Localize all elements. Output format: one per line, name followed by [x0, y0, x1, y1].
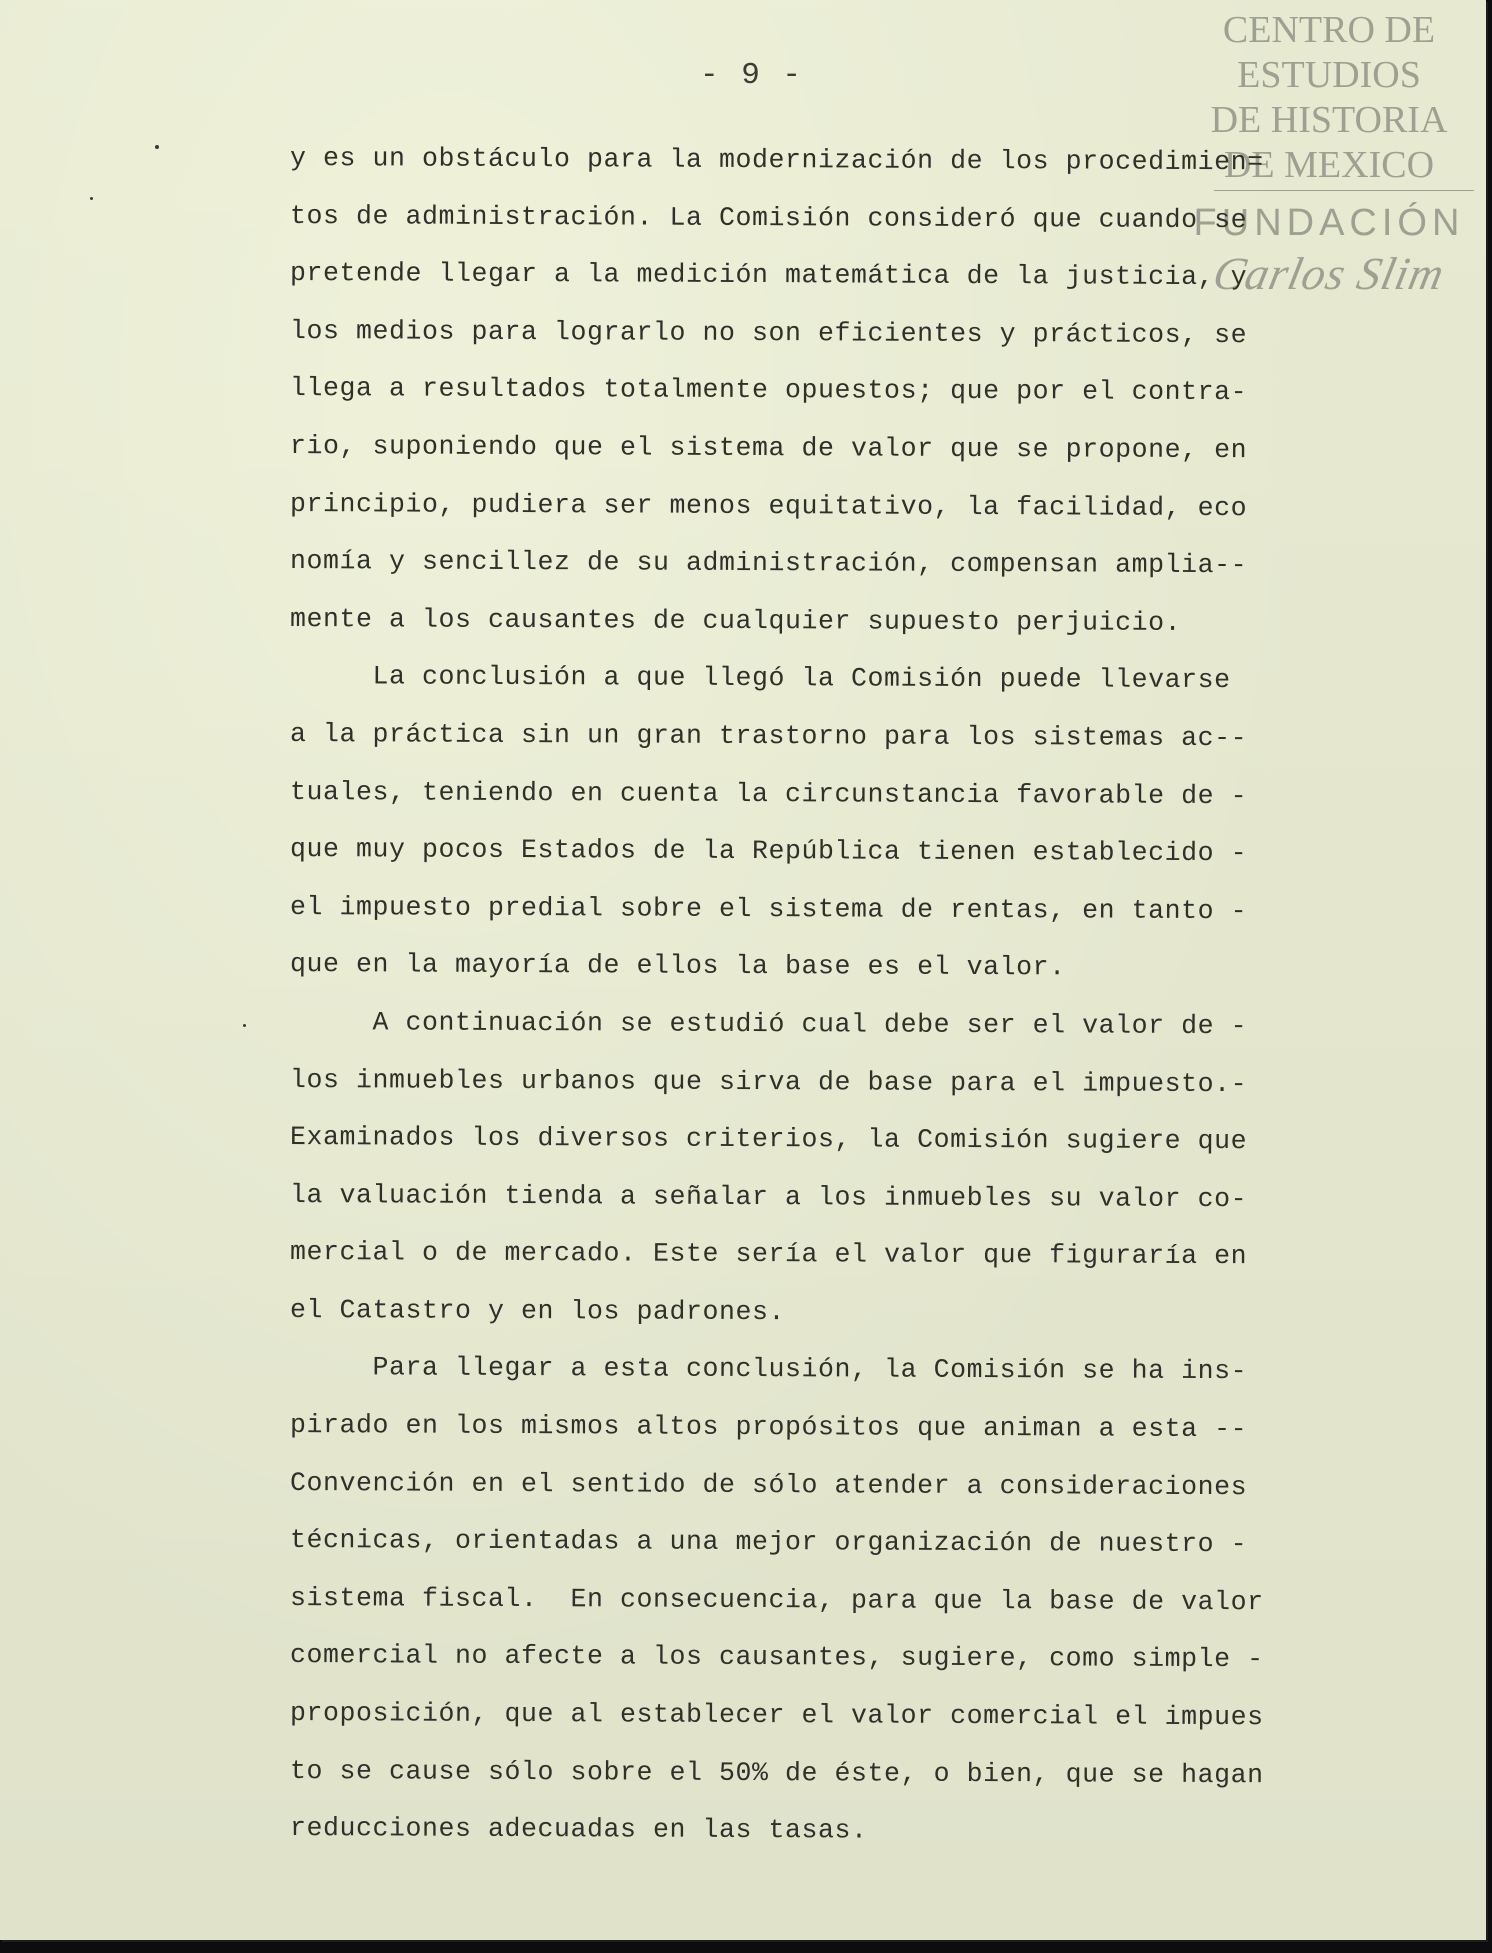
text-line: técnicas, orientadas a una mejor organización de nuestro -	[289, 1525, 1248, 1560]
body-text	[290, 130, 1335, 1858]
text-line: reducciones adecuadas en las tasas.	[289, 1813, 868, 1846]
paper-speck	[243, 1024, 246, 1027]
text-line: pretende llegar a la medición matemática de la justicia, y	[289, 258, 1248, 293]
paragraph	[290, 1339, 1335, 1857]
text-line: sistema fiscal. En consecuencia, para que la base de valor	[289, 1582, 1264, 1618]
text-line: mercial o de mercado. Este sería el valor que figuraría en	[289, 1237, 1248, 1272]
paper-speck	[155, 145, 159, 149]
text-line: nomía y sencillez de su administración, compensan amplia--	[289, 546, 1248, 581]
text-line: proposición, que al establecer el valor comercial el impues	[289, 1698, 1264, 1733]
text-line: los medios para lograrlo no son eficientes y prácticos, se	[289, 315, 1248, 350]
watermark-line: ESTUDIOS	[1237, 54, 1421, 96]
text-line: los inmuebles urbanos que sirva de base para el impuesto.-	[289, 1064, 1248, 1099]
watermark-line: CENTRO DE	[1222, 9, 1436, 51]
text-line: tuales, teniendo en cuenta la circunstancia favorable de -	[289, 776, 1248, 811]
text-line: y es un obstáculo para la modernización de los procedimien=	[289, 143, 1264, 178]
text-line: to se cause sólo sobre el 50% de éste, o bien, que se hagan	[289, 1755, 1264, 1790]
text-line: tos de administración. La Comisión consideró que cuando se	[289, 200, 1248, 235]
text-line: rio, suponiendo que el sistema de valor que se propone, en	[289, 430, 1248, 466]
watermark-fundacion: FUNDACIÓN	[1193, 202, 1465, 244]
watermark-line: DE MEXICO	[1223, 144, 1435, 186]
text-line: que muy pocos Estados de la República tienen establecido -	[289, 834, 1248, 869]
text-line: La conclusión a que llegó la Comisión puede llevarse	[289, 661, 1231, 696]
watermark-line: DE HISTORIA	[1210, 99, 1448, 141]
text-line: comercial no afecte a los causantes, sugiere, como simple -	[289, 1640, 1264, 1675]
watermark-signature: Carlos Slim	[1208, 248, 1450, 299]
text-line: el Catastro y en los padrones.	[289, 1294, 786, 1328]
text-line: Para llegar a esta conclusión, la Comisión se ha ins-	[289, 1352, 1248, 1387]
paper-speck	[90, 197, 93, 200]
paragraph	[290, 130, 1335, 648]
text-line: el impuesto predial sobre el sistema de rentas, en tanto -	[289, 891, 1248, 926]
text-line: pirado en los mismos altos propósitos que animan a esta --	[289, 1410, 1248, 1445]
paragraph	[290, 648, 1335, 994]
text-line: llega a resultados totalmente opuestos; que por el contra-	[289, 373, 1248, 408]
text-line: A continuación se estudió cual debe ser el valor de -	[289, 1006, 1248, 1042]
text-line: Examinados los diversos criterios, la Comisión sugiere que	[289, 1122, 1248, 1157]
text-line: que en la mayoría de ellos la base es el valor.	[289, 949, 1066, 983]
text-line: mente a los causantes de cualquier supuesto perjuicio.	[289, 603, 1182, 638]
text-line: Convención en el sentido de sólo atender a consideraciones	[289, 1467, 1248, 1502]
text-line: principio, pudiera ser menos equitativo, la facilidad, eco	[289, 488, 1248, 523]
paragraph	[290, 994, 1335, 1340]
page-number: - 9 -	[700, 58, 804, 93]
text-line: a la práctica sin un gran trastorno para los sistemas ac--	[289, 718, 1248, 754]
text-line: la valuación tienda a señalar a los inmuebles su valor co-	[289, 1179, 1248, 1214]
